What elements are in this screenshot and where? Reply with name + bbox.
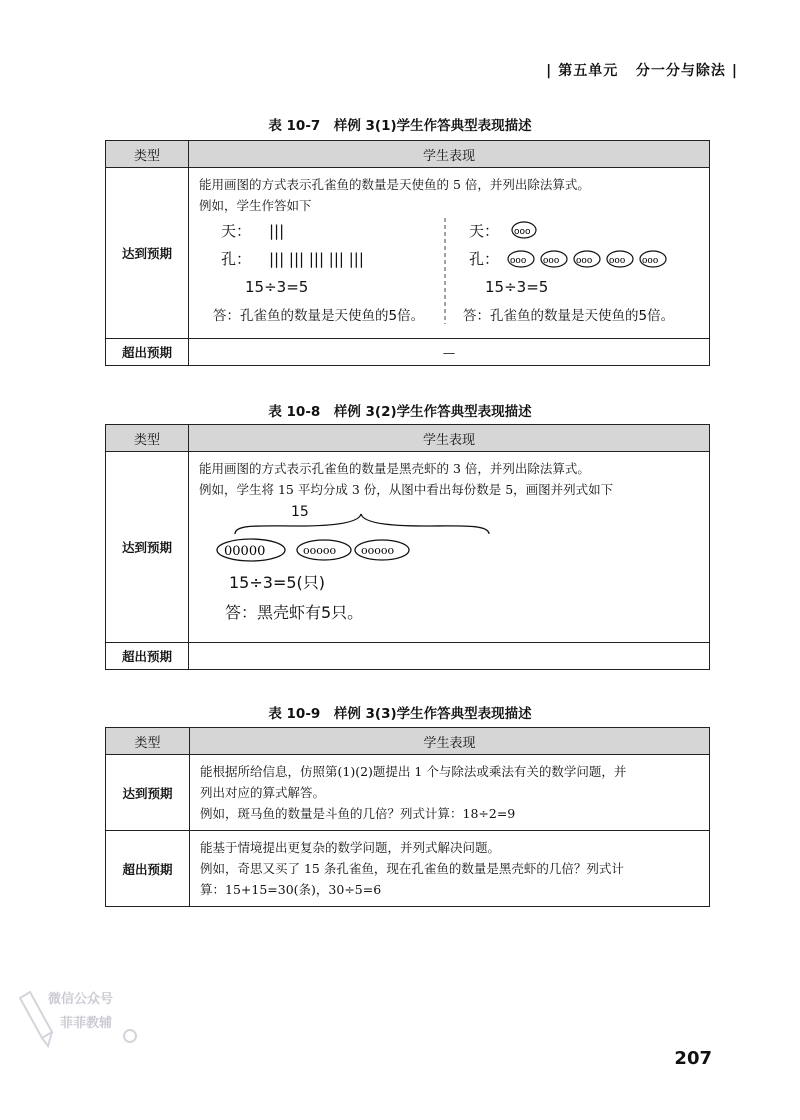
table2-caption: 表 10-8 样例 3(2)学生作答典型表现描述 (268, 404, 532, 420)
right-label-kong: 孔： (469, 250, 500, 268)
table3-row2-line: 算：15+15=30(条)，30÷5=6 (200, 882, 382, 897)
table3-col-type: 类型 (106, 728, 190, 755)
table2-handwritten-answer (199, 500, 699, 630)
table1-row1-line: 例如，学生作答如下 (199, 198, 312, 213)
svg-text:ooooo: ooooo (303, 544, 337, 557)
answer: 答：黑壳虾有5只。 (225, 603, 364, 622)
table2-col-type: 类型 (106, 425, 189, 452)
table3-row2-line: 例如，奇思又买了 15 条孔雀鱼，现在孔雀鱼的数量是黑壳虾的几倍？列式计 (200, 861, 624, 876)
table2-row1-body (189, 452, 710, 643)
table1-col-performance: 学生表现 (189, 141, 710, 168)
table3-row1-body (190, 755, 710, 831)
svg-text:00000: 00000 (224, 544, 266, 559)
table3-row2-line: 能基于情境提出更复杂的数学问题，并列式解决问题。 (200, 840, 501, 855)
header-unit: 第五单元 (558, 63, 619, 79)
svg-text:ooo: ooo (576, 256, 593, 266)
right-groups-kong (508, 251, 666, 267)
table1-row1-line: 能用画图的方式表示孔雀鱼的数量是天使鱼的 5 倍，并列出除法算式。 (199, 177, 590, 192)
table1-row2-type: 超出预期 (106, 339, 189, 366)
group-2 (297, 540, 351, 560)
watermark (12, 968, 142, 1048)
watermark-pencil-icon (12, 968, 142, 1048)
brace (235, 514, 489, 534)
table1 (105, 140, 710, 366)
running-header: | 第五单元 分一分与除法 | (546, 63, 738, 79)
left-equation: 15÷3=5 (245, 278, 309, 296)
table2-col-performance: 学生表现 (189, 425, 710, 452)
page-number: 207 (674, 1048, 712, 1069)
table1-row1-body (189, 168, 710, 339)
svg-text:ooo: ooo (543, 256, 560, 266)
table3 (105, 727, 710, 907)
table3-row1-type: 达到预期 (106, 755, 190, 831)
table3-row1-line: 例如，斑马鱼的数量是斗鱼的几倍？列式计算：18÷2=9 (200, 806, 516, 821)
right-answer: 答：孔雀鱼的数量是天使鱼的5倍。 (463, 308, 675, 324)
table3-row2-body (190, 831, 710, 907)
table1-handwritten-answers (199, 216, 699, 326)
svg-text:ooo: ooo (642, 256, 659, 266)
table2-row1-line: 例如，学生将 15 平均分成 3 份，从图中看出每份数是 5，画图并列式如下 (199, 482, 614, 497)
table2-row1-line: 能用画图的方式表示孔雀鱼的数量是黑壳虾的 3 倍，并列出除法算式。 (199, 461, 590, 476)
left-label-kong: 孔： (221, 250, 252, 268)
right-equation: 15÷3=5 (485, 278, 549, 296)
table1-row1-type: 达到预期 (106, 168, 189, 339)
table2-row2-body (189, 643, 710, 670)
table2-row1-type: 达到预期 (106, 452, 189, 643)
left-marks-tian: ||| (269, 222, 285, 240)
svg-text:ooo: ooo (609, 256, 626, 266)
equation: 15÷3=5(只) (229, 573, 326, 592)
table1-col-type: 类型 (106, 141, 189, 168)
table3-row1-line: 能根据所给信息，仿照第(1)(2)题提出 1 个与除法或乘法有关的数学问题，并 (200, 764, 627, 779)
total-label: 15 (291, 504, 309, 520)
left-marks-kong: ||| ||| ||| ||| ||| (269, 250, 364, 268)
table3-row2-type: 超出预期 (106, 831, 190, 907)
group-1 (217, 539, 285, 561)
table3-caption: 表 10-9 样例 3(3)学生作答典型表现描述 (268, 706, 532, 722)
header-topic: 分一分与除法 (635, 63, 726, 79)
table3-row1-line: 列出对应的算式解答。 (200, 785, 326, 800)
left-answer: 答：孔雀鱼的数量是天使鱼的5倍。 (213, 308, 425, 324)
left-label-tian: 天： (221, 222, 252, 240)
group-3 (355, 540, 409, 560)
table1-caption: 表 10-7 样例 3(1)学生作答典型表现描述 (268, 118, 532, 134)
right-label-tian: 天： (469, 222, 500, 240)
svg-text:ooo: ooo (510, 256, 527, 266)
table2 (105, 424, 710, 670)
right-group-tian (512, 222, 536, 238)
svg-text:ooooo: ooooo (361, 544, 395, 557)
svg-text:ooo: ooo (514, 227, 531, 237)
watermark-line2: 菲菲教辅 (60, 1016, 113, 1031)
table1-row2-body: — (189, 339, 710, 366)
table3-col-performance: 学生表现 (190, 728, 710, 755)
watermark-line1: 微信公众号 (48, 992, 114, 1007)
table2-row2-type: 超出预期 (106, 643, 189, 670)
